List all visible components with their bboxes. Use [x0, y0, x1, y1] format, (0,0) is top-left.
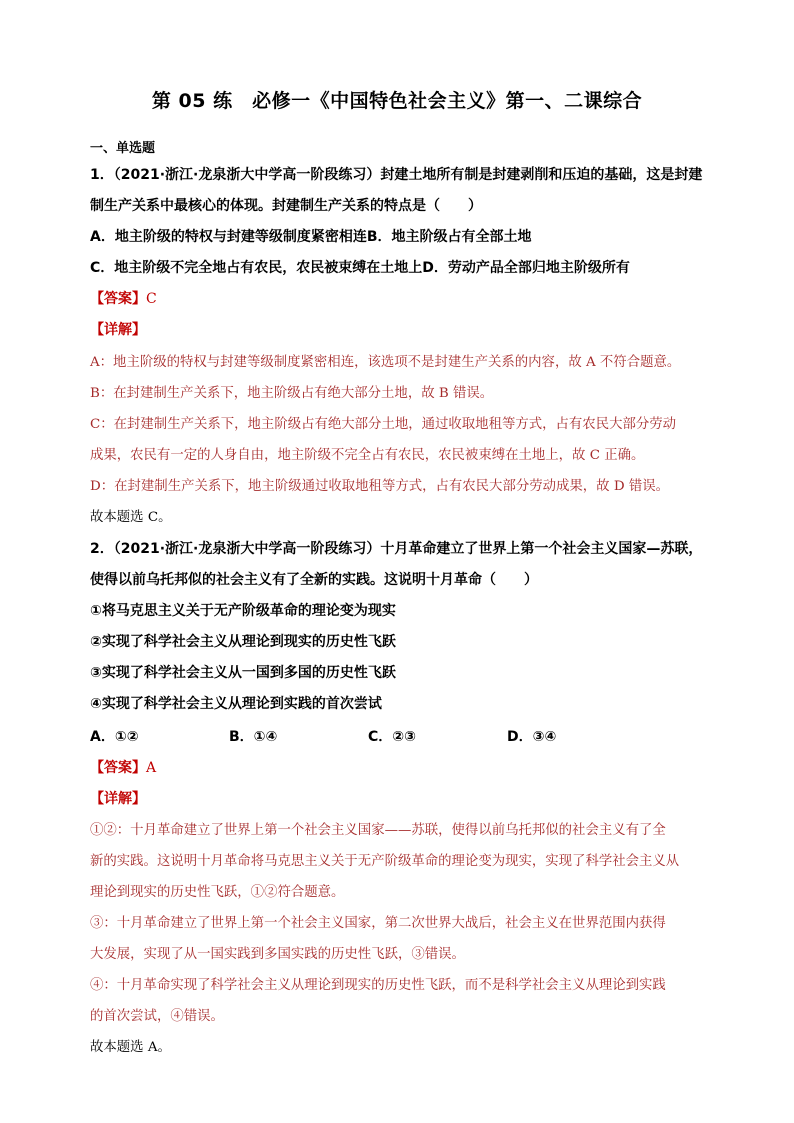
q2-choice-a: A．①② — [90, 729, 139, 745]
q2-detail-4-line1: ④：十月革命实现了科学社会主义从理论到现实的历史性飞跃，而不是科学社会主义从理论到实践 — [90, 978, 666, 993]
section-label: 一、单选题 — [90, 141, 156, 156]
q1-detail-heading — [90, 320, 730, 340]
q2-detail-12-line2: 新的实践。这说明十月革命将马克思主义关于无产阶级革命的理论变为现实，实现了科学社会主义从 — [90, 854, 680, 869]
q1-options-line2: C．地主阶级不完全地占有农民，农民被束缚在土地上D．劳动产品全部归地主阶级所有 — [90, 260, 630, 276]
q2-choice-c: C．②③ — [368, 729, 416, 745]
q1-options-line1: A．地主阶级的特权与封建等级制度紧密相连B．地主阶级占有全部土地 — [90, 229, 532, 245]
q2-item-4: ④实现了科学社会主义从理论到实践的首次尝试 — [90, 696, 382, 712]
q2-choice-b: B．①④ — [229, 729, 278, 745]
q1-detail-d: D：在封建制生产关系下，地主阶级通过收取地租等方式，占有农民大部分劳动成果，故 D 错误。 — [90, 479, 669, 494]
q2-detail-heading — [90, 789, 730, 809]
q1-detail-a: A：地主阶级的特权与封建等级制度紧密相连，该选项不是封建生产关系的内容，故 A 不符合题意。 — [90, 355, 681, 370]
q1-detail-c-line2: 成果，农民有一定的人身自由，地主阶级不完全占有农民，农民被束缚在土地上，故 C 正确。 — [90, 448, 645, 463]
q2-detail-3-line2: 大发展，实现了从一国实践到多国实践的历史性飞跃，③错误。 — [90, 947, 465, 962]
page-title: 第 05 练 必修一《中国特色社会主义》第一、二课综合 — [151, 90, 643, 112]
q1-answer — [90, 289, 730, 309]
q2-item-2: ②实现了科学社会主义从理论到现实的历史性飞跃 — [90, 634, 396, 650]
q1-detail-c-line1: C：在封建制生产关系下，地主阶级占有绝大部分土地，通过收取地租等方式，占有农民大部分劳动 — [90, 417, 677, 432]
q2-conclusion: 故本题选 A。 — [90, 1040, 171, 1055]
q2-detail-label: 【详解】 — [90, 791, 146, 807]
q2-choice-d: D．③④ — [507, 729, 557, 745]
q1-stem-line2: 制生产关系中最核心的体现。封建制生产关系的特点是（ ） — [90, 198, 482, 214]
q2-answer-label: 【答案】 — [90, 760, 146, 776]
q2-detail-4-line2: 的首次尝试，④错误。 — [90, 1009, 224, 1024]
q2-answer-value: A — [146, 760, 157, 776]
q2-stem-line1: 2．（2021·浙江·龙泉浙大中学高一阶段练习）十月革命建立了世界上第一个社会主义国家—苏联， — [90, 541, 703, 557]
q2-detail-3-line1: ③：十月革命建立了世界上第一个社会主义国家，第二次世界大战后，社会主义在世界范围内获得 — [90, 916, 666, 931]
q2-detail-12-line3: 理论到现实的历史性飞跃，①②符合题意。 — [90, 885, 345, 900]
q2-item-3: ③实现了科学社会主义从一国到多国的历史性飞跃 — [90, 665, 396, 681]
q1-detail-b: B：在封建制生产关系下，地主阶级占有绝大部分土地，故 B 错误。 — [90, 386, 494, 401]
q2-detail-12-line1: ①②：十月革命建立了世界上第一个社会主义国家——苏联，使得以前乌托邦似的社会主义有了全 — [90, 823, 666, 838]
q1-answer-value: C — [146, 291, 157, 307]
q1-conclusion: 故本题选 C。 — [90, 510, 172, 525]
q1-answer-label: 【答案】 — [90, 291, 146, 307]
q1-stem-line1: 1．（2021·浙江·龙泉浙大中学高一阶段练习）封建土地所有制是封建剥削和压迫的基础，这是封建 — [90, 167, 703, 183]
q2-stem-line2: 使得以前乌托邦似的社会主义有了全新的实践。这说明十月革命（ ） — [90, 572, 538, 588]
q2-answer — [90, 758, 730, 778]
q1-detail-label: 【详解】 — [90, 322, 146, 338]
q2-item-1: ①将马克思主义关于无产阶级革命的理论变为现实 — [90, 603, 396, 619]
